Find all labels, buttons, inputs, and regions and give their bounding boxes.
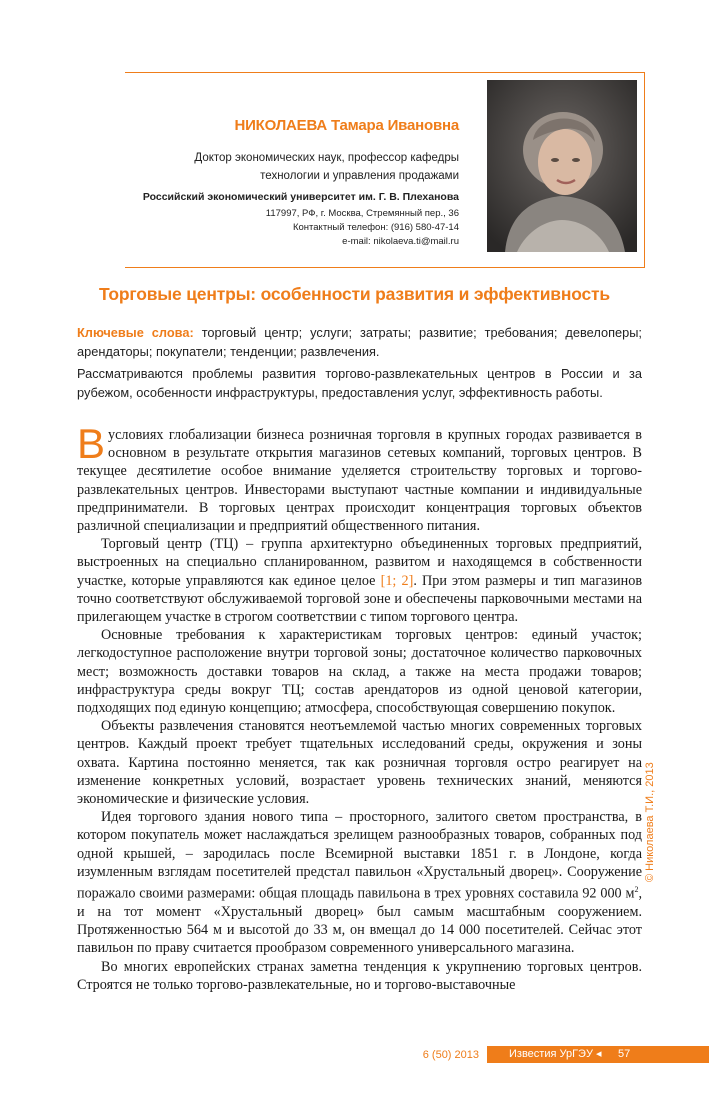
author-email: e-mail: nikolaeva.ti@mail.ru — [342, 236, 459, 247]
paragraph-2 — [77, 535, 642, 626]
paragraph-2-text-a: Торговый центр (ТЦ) – группа архитектурно объединенных торговых предприятий, выстроенных на специально спланированном, развитом и находящемся в собственности участке, которые управляются как единое целое — [77, 536, 642, 589]
frame-top-line — [125, 72, 645, 73]
author-degree — [194, 149, 459, 185]
paragraph-2-text-b: . При этом размеры и тип магазинов точно соответствуют обслуживаемой торговой зоне и обеспечены парковочными местами на прилегающем участке в строгом соответствии с типом торгового центра. — [77, 572, 643, 626]
keywords-label: Ключевые слова: — [77, 325, 194, 340]
paragraph-5 — [77, 808, 642, 957]
citation-ref: [1; 2] — [380, 572, 414, 589]
footer-issue: 6 (50) 2013 — [422, 1049, 479, 1061]
frame-right-line — [644, 72, 645, 268]
author-degree-line1: Доктор экономических наук, профессор кафедры — [194, 152, 459, 164]
article-body — [77, 420, 643, 994]
paragraph-3: Основные требования к характеристикам торговых центров: единый участок; легкодоступное расположение внутри торговой зоны; достаточное количество парковочных мест; возможность доставки товаров на склад, а также на места продажи товаров; инфраструктура среды вокруг ТЦ; состав арендаторов из одной ценовой категории, подходящих под единую концепцию; атмосфера, способствующая совершению покупок. — [77, 627, 642, 717]
footer-bar — [487, 1046, 709, 1063]
author-address: 117997, РФ, г. Москва, Стремянный пер., 36 — [265, 208, 459, 219]
footer-journal: Известия УрГЭУ ◂ — [509, 1048, 602, 1060]
paragraph-5-text-b: , и на тот момент «Хрустальный дворец» был самым масштабным сооружением. Протяженностью 564 м и высотой до 33 м, он вмещал до 14 000 посетителей. Сейчас этот павильон по праву считается прообразом современного универсального магазина. — [77, 885, 642, 957]
paragraph-5-text-a: Идея торгового здания нового типа – просторного, залитого светом пространства, в котором покупатель может наслаждаться зрелищем разнообразных товаров, собранных под одной крышей, – зародилась после Всемирной выставки 1851 г. в Лондоне, когда изумленным взглядам посетителей предстал павильон «Хрустальный дворец». Сооружение поражало своими размерами: общая площадь павильона в трех уровнях составила 92 000 м — [77, 809, 642, 902]
keywords-text: торговый центр; услуги; затраты; развитие; требования; девелоперы; арендаторы; покупатели; тенденции; развлечения. — [77, 325, 642, 359]
paragraph-1-text: условиях глобализации бизнеса розничная торговля в крупных городах развивается в основном в результате открытия магазинов сетевых компаний, торговых центров. В текущее десятилетие особое внимание уделяется строительству торговых и торгово-развлекательных центров. Инвесторами выступают частные компании и индивидуальные предприниматели. В торговых центрах происходит концентрация торговых объектов различной специализации и предприятий общественного питания. — [77, 427, 642, 535]
author-photo — [487, 80, 637, 252]
author-degree-line2: технологии и управления продажами — [260, 170, 459, 182]
paragraph-6: Во многих европейских странах заметна тенденция к укрупнению торговых центров. Строятся не только торгово-развлекательные, но и торгово-выставочные — [77, 958, 642, 993]
abstract: Рассматриваются проблемы развития торгово-развлекательных центров в России и за рубежом, особенности инфраструктуры, предоставления услуг, эффективность работы. — [77, 366, 642, 400]
superscript: 2 — [634, 885, 639, 895]
paragraph-1 — [77, 420, 642, 535]
article-title: Торговые центры: особенности развития и эффективность — [99, 284, 610, 304]
drop-cap: В — [77, 420, 106, 467]
paragraph-4: Объекты развлечения становятся неотъемлемой частью многих современных торговых центров. Каждый проект требует тщательных исследований среды, окружения и зоны охвата. Картина постоянно меняется, так как розничная торговля остро реагирует на изменение конкретных условий, возрастает уровень технических знаний, меняются экономические и физические условия. — [77, 718, 642, 808]
copyright-note: © Николаева Т.И., 2013 — [644, 762, 656, 882]
page-number: 57 — [618, 1048, 631, 1060]
keywords — [77, 323, 642, 361]
author-phone: Контактный телефон: (916) 580-47-14 — [292, 222, 459, 233]
author-organization: Российский экономический университет им. Г. В. Плеханова — [142, 191, 459, 203]
author-name: НИКОЛАЕВА Тамара Ивановна — [234, 117, 459, 134]
frame-bottom-line — [125, 267, 645, 268]
